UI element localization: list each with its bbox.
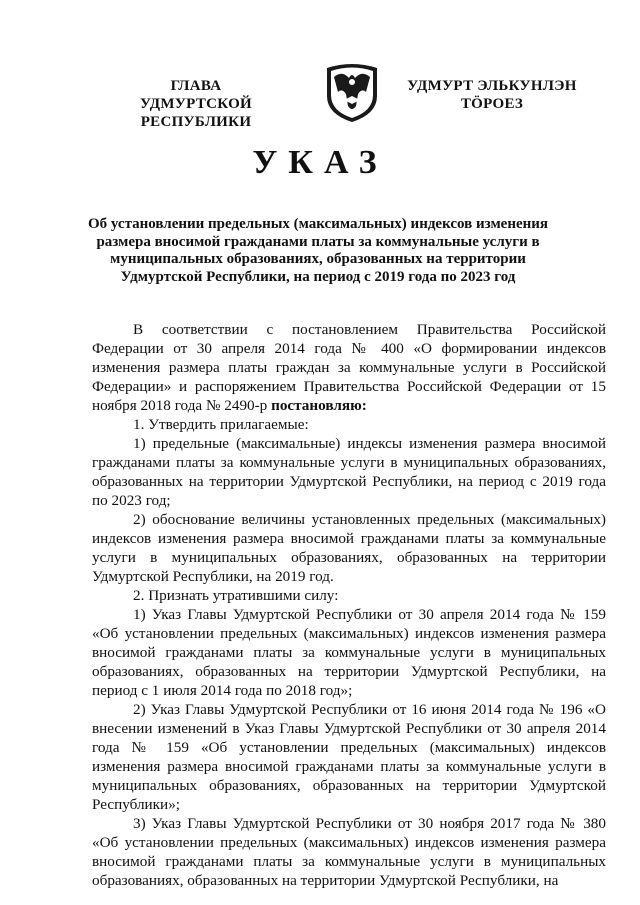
preamble-decision: постановляю: [271,397,367,414]
issuer-title-line1: ГЛАВА [170,78,222,94]
body-paragraph: 2. Признать утратившими силу: [133,587,339,604]
issuer-header-udmurt [392,77,592,113]
preamble-text: В соответствии с постановлением Правительства Российской Федерации от 30 апреля 2014 года № 400 «О формировании индексов изменения размера платы граждан за коммунальные услуги в Российской Федерации» и распоряжением Правительства Российской Федерации от 15 ноября 2018 года № 2490-р [92,321,606,414]
body-paragraph: 1) предельные (максимальные) индексы изменения размера вносимой гражданами платы за коммунальные услуги в муниципальных образованиях, образованных на территории Удмуртской Республики, на период с 2019 года по 2023 год; [92,435,606,509]
issuer-title-udmurt-line1: УДМУРТ ЭЛЬКУНЛЭН [407,78,577,94]
issuer-header-russian [86,77,306,131]
issuer-title-line2: УДМУРТСКОЙ РЕСПУБЛИКИ [140,96,252,130]
decree-subject: Об установлении предельных (максимальных) индексов изменения размера вносимой гражданами платы за коммунальные услуги в муниципальных образованиях, образованных на территории Удмуртской Республики, на период с 2019 года по 2023 год [87,216,549,285]
document-title: УКАЗ [252,144,388,181]
body-paragraph: 3) Указ Главы Удмуртской Республики от 30 ноября 2017 года № 380 «Об установлении предельных (максимальных) индексов изменения размера вносимой гражданами платы за коммунальные услуги в муниципальных образованиях, образованных на территории Удмуртской Республики, на [92,815,606,889]
body-paragraph: 1) Указ Главы Удмуртской Республики от 30 апреля 2014 года № 159 «Об установлении предельных (максимальных) индексов изменения размера вносимой гражданами платы за коммунальные услуги в муниципальных образованиях, образованных на территории Удмуртской Республики, на период с 1 июля 2014 года по 2018 год»; [92,606,606,699]
coat-of-arms-icon [322,60,382,124]
body-paragraph: 2) обоснование величины установленных предельных (максимальных) индексов изменения размера вносимой гражданами платы за коммунальные услуги в муниципальных образованиях, образованных на территории Удмуртской Республики, на 2019 год. [92,511,606,585]
issuer-title-udmurt-line2: ТӦРОЕЗ [460,96,524,112]
decree-body [92,320,606,890]
body-paragraph: 2) Указ Главы Удмуртской Республики от 16 июня 2014 года № 196 «О внесении изменений в Указ Главы Удмуртской Республики от 30 апреля 2014 года № 159 «Об установлении предельных (максимальных) индексов изменения размера вносимой гражданами платы за коммунальные услуги в муниципальных образованиях, образованных на территории Удмуртской Республики»; [92,701,606,813]
body-paragraph: 1. Утвердить прилагаемые: [133,416,309,433]
preamble-paragraph [92,320,606,415]
